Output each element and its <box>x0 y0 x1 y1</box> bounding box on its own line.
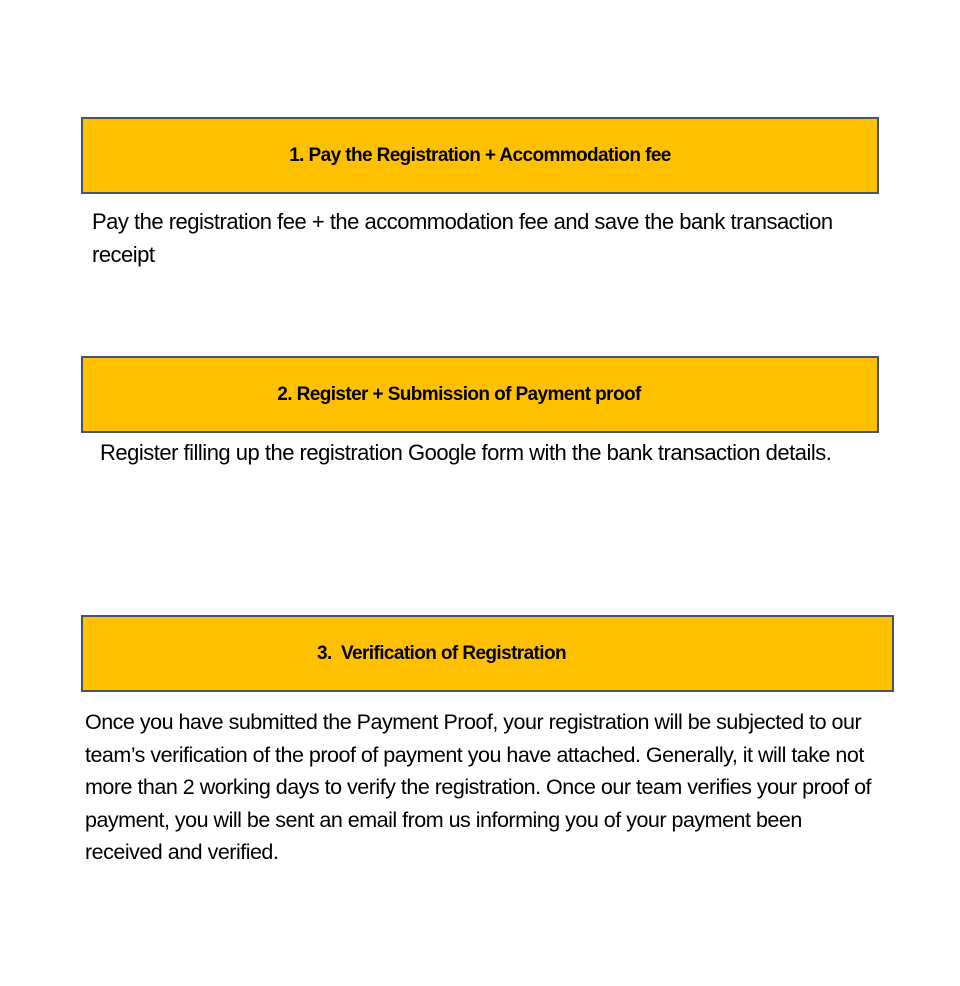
step-2-title: 2. Register + Submission of Payment proof <box>277 383 641 405</box>
step-2-description: Register filling up the registration Google form with the bank transaction details. <box>100 440 832 465</box>
step-1-title: 1. Pay the Registration + Accommodation fee <box>289 144 671 166</box>
step-2-header <box>81 356 879 433</box>
step-3-title: 3. Verification of Registration <box>317 642 566 664</box>
step-1-header <box>81 117 879 194</box>
step-3-header <box>81 615 894 692</box>
step-1-description: Pay the registration fee + the accommodation fee and save the bank transaction receipt <box>92 209 833 267</box>
step-3-description: Once you have submitted the Payment Proof, your registration will be subjected to our team’s verification of the proof of payment you have attached. Generally, it will take not more than 2 working days to verify the registration. Once our team verifies your proof of payment, you will be sent an email from us informing you of your payment been received and verified. <box>85 710 872 864</box>
